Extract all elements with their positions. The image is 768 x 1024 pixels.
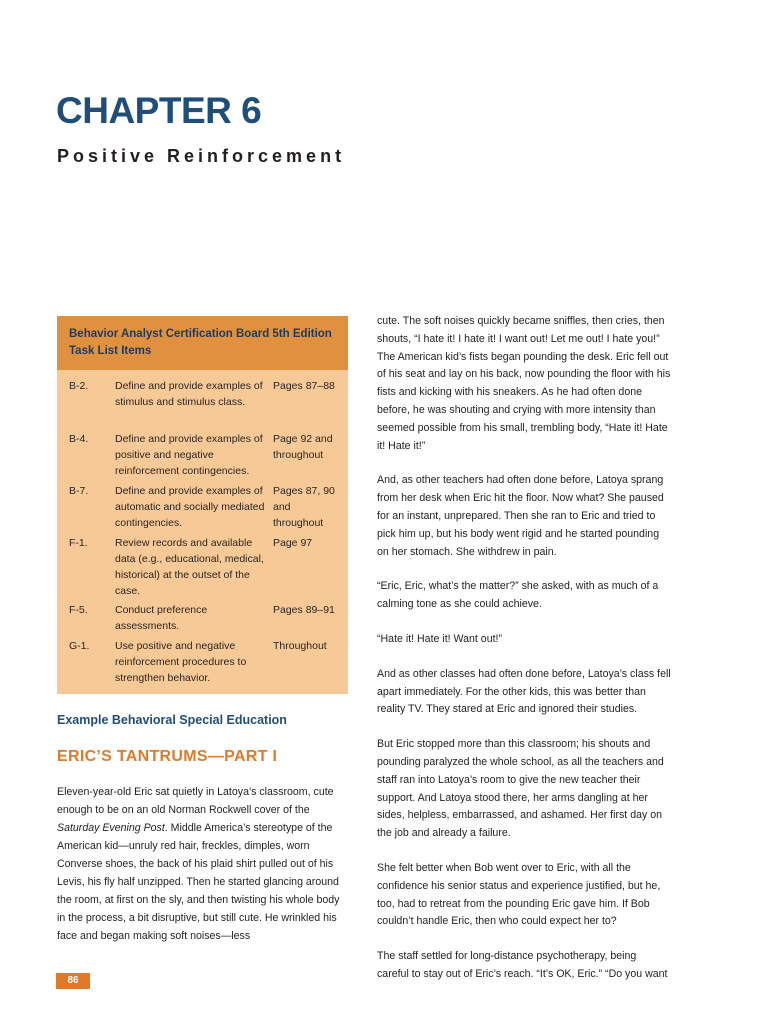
paragraph-text: Eleven-year-old Eric sat quietly in Latoya’s classroom, cute enough to be on an old Norman Rockwell cover of the — [57, 786, 334, 816]
task-list-header: Behavior Analyst Certification Board 5th Edition Task List Items — [57, 316, 348, 370]
body-paragraph: But Eric stopped more than this classroom; his shouts and pounding paralyzed the whole school, as all the teachers and staff ran into Latoya’s room to give the new teacher their support. And Latoya stood there, her arms dangling at her sides, helpless, embarrassed, and ashamed. Her first day on the job and already a failure. — [377, 738, 664, 840]
task-code: B-7. — [69, 485, 89, 497]
chapter-subtitle: Positive Reinforcement — [57, 146, 346, 166]
task-code: B-2. — [69, 380, 89, 392]
task-code: F-5. — [69, 604, 88, 616]
task-pages: Throughout — [273, 640, 327, 652]
body-paragraph: “Eric, Eric, what’s the matter?” she asked, with as much of a calming tone as she could achieve. — [377, 580, 659, 611]
left-column — [57, 783, 349, 945]
task-description: Use positive and negative reinforcement procedures to strengthen behavior. — [115, 640, 247, 684]
task-description: Define and provide examples of positive and negative reinforcement contingencies. — [115, 433, 263, 477]
body-paragraph: “Hate it! Hate it! Want out!” — [377, 632, 503, 645]
body-paragraph: The staff settled for long-distance psychotherapy, being careful to stay out of Eric’s reach. “It’s OK, Eric.” “Do you want — [377, 950, 668, 980]
body-paragraph: She felt better when Bob went over to Eric, with all the confidence his senior status and experience justified, but he, too, had to retreat from the pounding Eric gave him. If Bob couldn’t handle Eric, then who could expect her to? — [377, 861, 661, 928]
task-code: F-1. — [69, 537, 88, 549]
task-description: Conduct preference assessments. — [115, 604, 208, 632]
task-description: Define and provide examples of automatic and socially mediated contingencies. — [115, 485, 265, 529]
task-code: G-1. — [69, 640, 90, 652]
task-pages: Page 97 — [273, 537, 313, 549]
body-paragraph — [57, 783, 349, 945]
publication-title: Saturday Evening Post — [57, 822, 165, 834]
body-paragraph: And as other classes had often done before, Latoya’s class fell apart immediately. For the other kids, this was better than reality TV. They stared at Eric and ignored their studies. — [377, 667, 671, 716]
section-label: Example Behavioral Special Education — [57, 713, 287, 727]
task-list-box — [57, 316, 348, 694]
chapter-title: CHAPTER 6 — [56, 90, 262, 131]
page-number: 86 — [56, 973, 90, 989]
task-pages: Pages 89–91 — [273, 604, 335, 616]
task-pages: Pages 87, 90 and throughout — [273, 485, 335, 529]
task-pages: Page 92 and throughout — [273, 433, 333, 461]
story-title: ERIC’S TANTRUMS—PART I — [57, 748, 278, 765]
task-pages: Pages 87–88 — [273, 380, 335, 392]
task-description: Review records and available data (e.g., educational, medical, historical) at the outset of the case. — [115, 537, 264, 597]
task-code: B-4. — [69, 433, 89, 445]
body-paragraph: cute. The soft noises quickly became sniffles, then cries, then shouts, “I hate it! I hate it! I want out! Let me out! I hate you!” The American kid’s fists began pounding the desk. Eric fell out of his seat and lay on his back, now pounding the floor with his fists and kicking with his sneakers. As he had often done before, he was shouting and crying with more intensity than seemed possible from his small, trembling body, “Hate it! Hate it! Hate it!” — [377, 315, 671, 452]
body-paragraph: And, as other teachers had often done before, Latoya sprang from her desk when Eric hit the floor. Now what? She paused for an instant, unprepared. Then she ran to Eric and tried to pick him up, but his body went rigid and he started pounding on her stomach. She withdrew in pain. — [377, 474, 664, 558]
paragraph-text: . Middle America’s stereotype of the American kid—unruly red hair, freckles, dimples, worn Converse shoes, the back of his plaid shirt pulled out of his Levis, his fly half unzipped. Then he started glancing around the room, at first on the sly, and then twisting his whole body in the process, a bit disruptive, but still cute. He wrinkled his face and began making soft noises—less — [57, 822, 340, 942]
task-description: Define and provide examples of stimulus and stimulus class. — [115, 380, 263, 408]
right-column — [377, 313, 671, 1001]
